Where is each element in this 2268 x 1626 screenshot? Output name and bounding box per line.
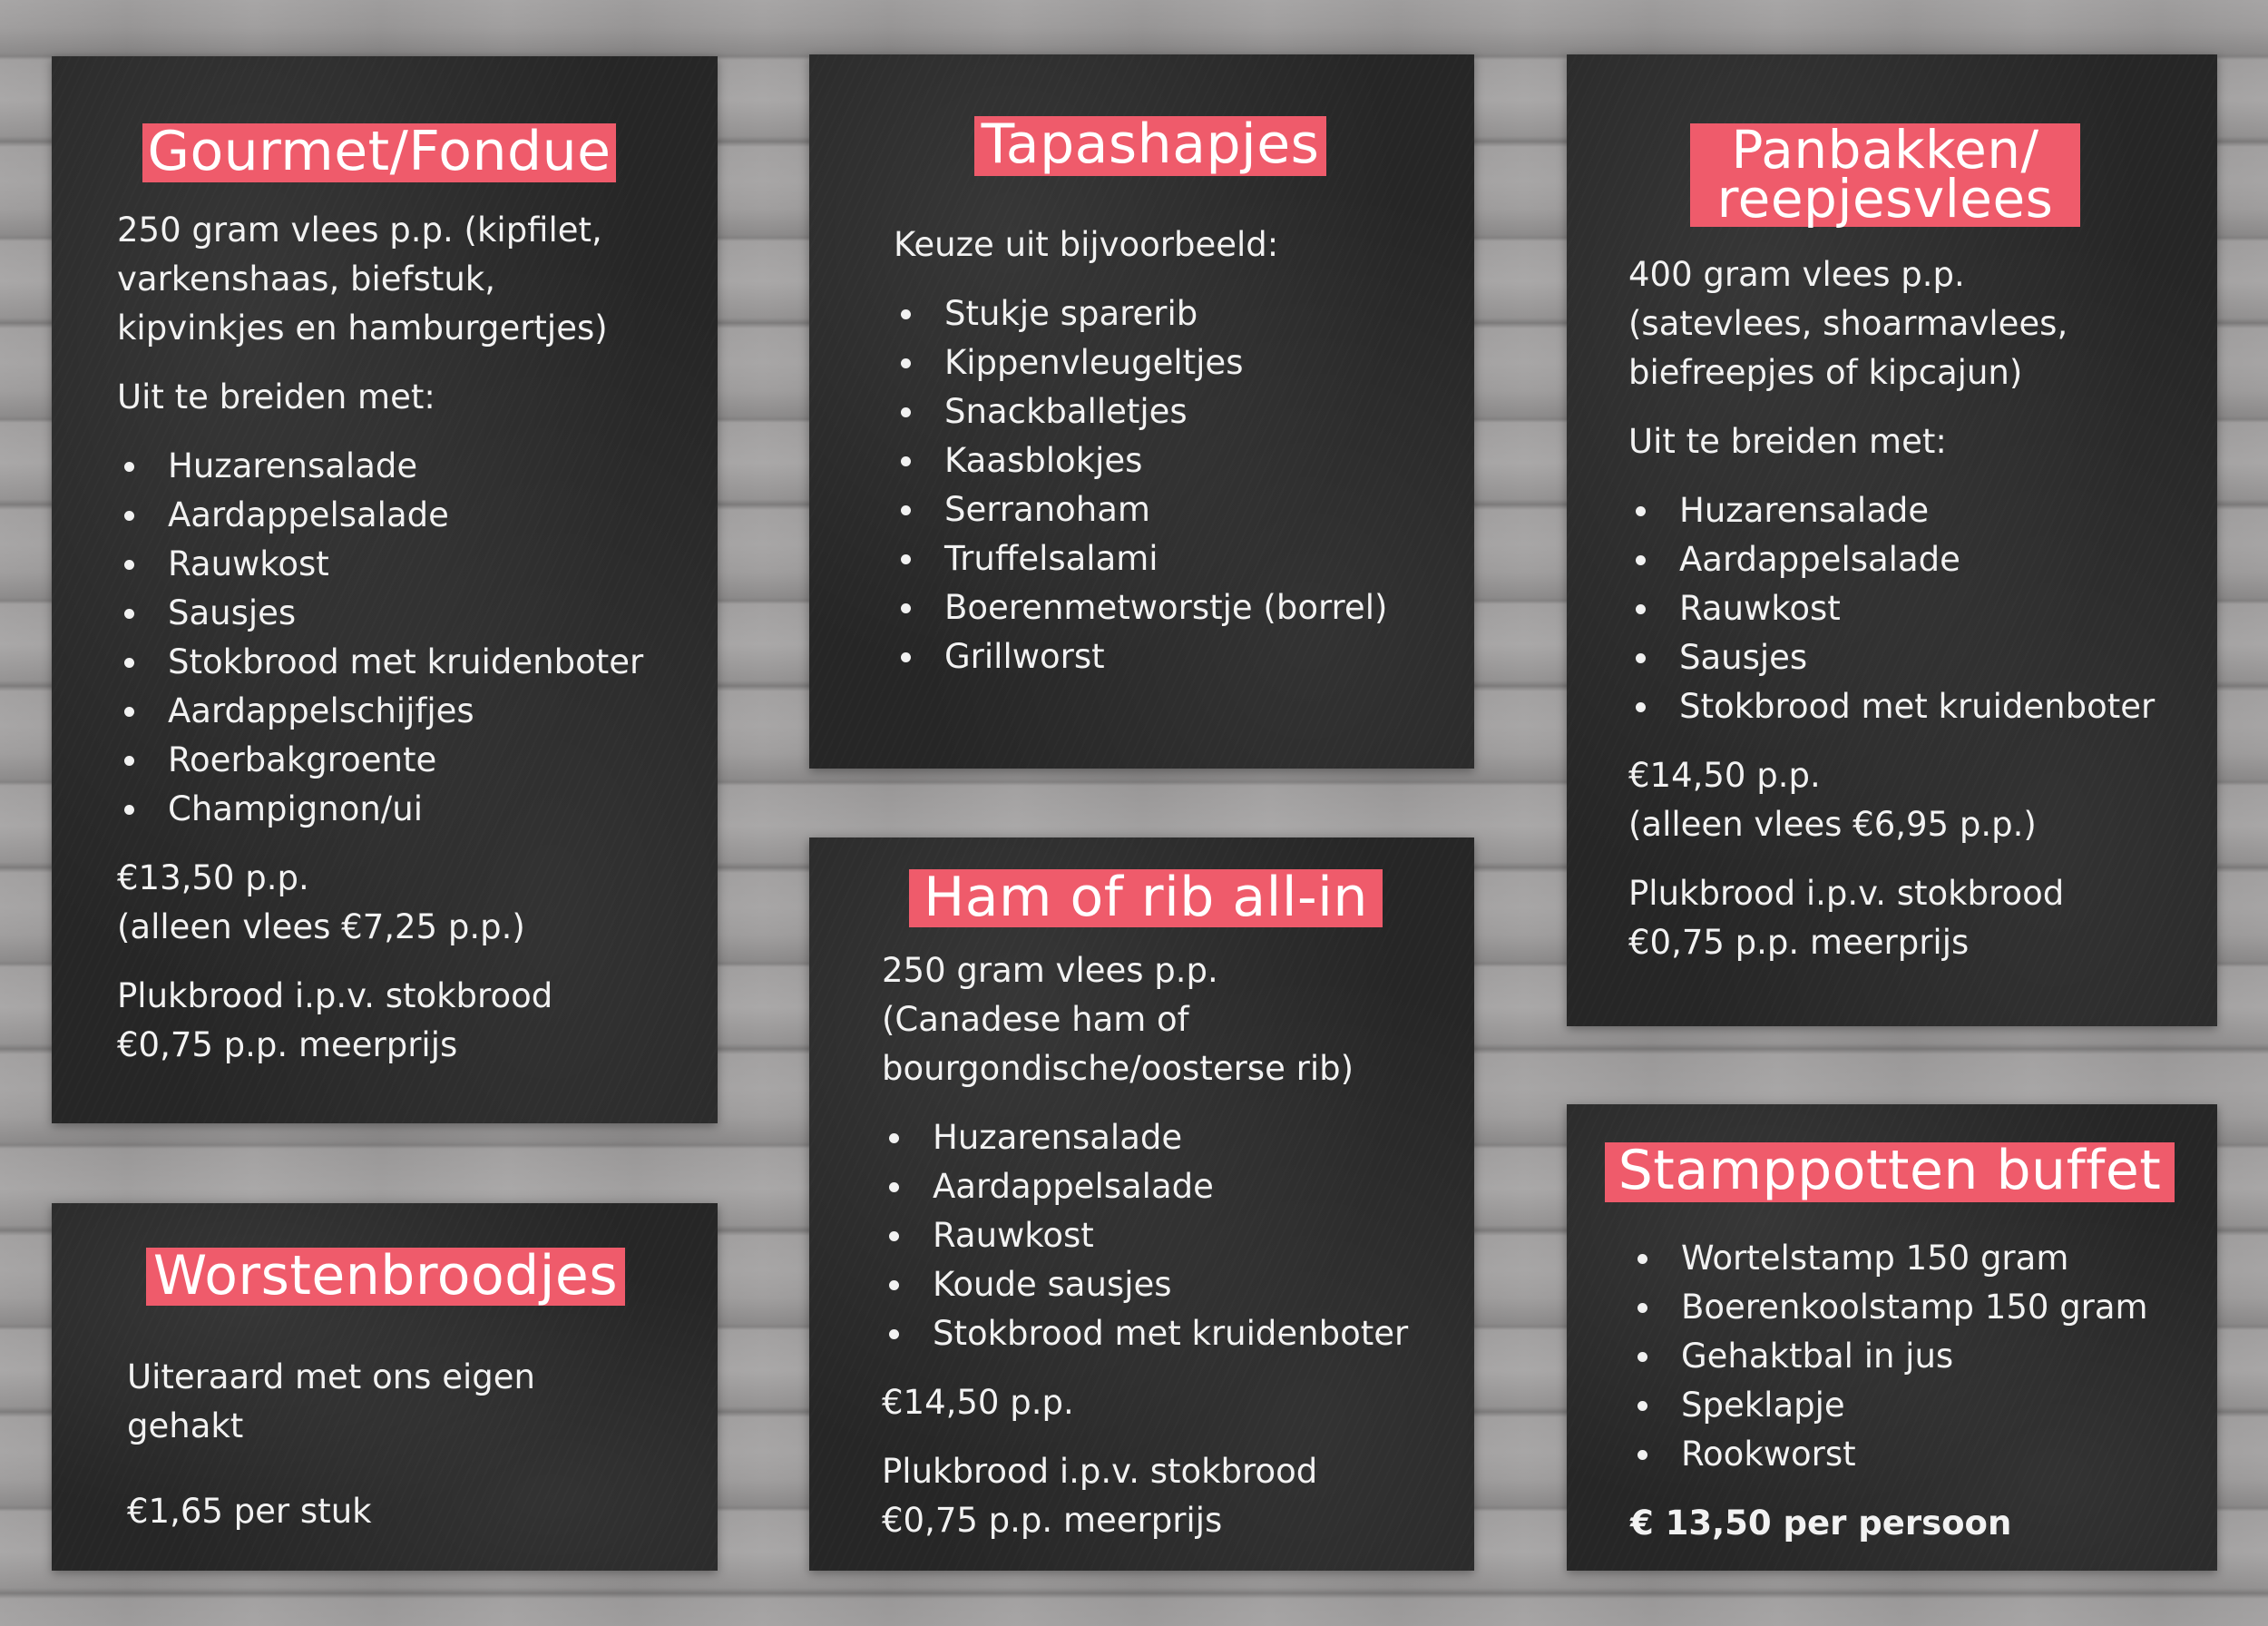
list-item: Stukje sparerib (894, 289, 1387, 338)
list-item: Koude sausjes (882, 1260, 1408, 1309)
panbakken-title-line-1: Panbakken/ (1731, 119, 2039, 181)
panbakken-price: €14,50 p.p. (1628, 756, 1821, 795)
bullet-icon (1637, 1401, 1647, 1411)
list-item: Sausjes (1628, 633, 2155, 682)
hamrib-board (809, 837, 1474, 1571)
bullet-icon (901, 603, 911, 613)
panbakken-price-note: (alleen vlees €6,95 p.p.) (1628, 805, 2037, 844)
panbakken-extra-line-1: Plukbrood i.p.v. stokbrood (1628, 874, 2065, 913)
list-item: Gehaktbal in jus (1630, 1332, 2148, 1381)
tapas-content (894, 220, 1387, 681)
list-item: Huzarensalade (117, 442, 643, 491)
tapas-title: Tapashapjes (974, 116, 1326, 176)
list-item: Sausjes (117, 589, 643, 638)
gourmet-item-list (117, 442, 643, 834)
list-item: Huzarensalade (1628, 486, 2155, 535)
bullet-icon (1637, 1303, 1647, 1313)
worstenbroodjes-board (52, 1203, 718, 1571)
bullet-icon (124, 707, 134, 717)
bullet-icon (901, 309, 911, 319)
stamppotten-board (1567, 1104, 2217, 1571)
bullet-icon (1636, 604, 1646, 614)
list-item: Roerbakgroente (117, 736, 643, 785)
gourmet-board (52, 56, 718, 1123)
worstenbroodjes-intro-line-2: gehakt (127, 1406, 244, 1445)
gourmet-extra-line-1: Plukbrood i.p.v. stokbrood (117, 976, 553, 1015)
bullet-icon (901, 554, 911, 564)
panbakken-subheading: Uit te breiden met: (1628, 422, 1947, 461)
gourmet-extra-line-2: €0,75 p.p. meerprijs (117, 1025, 458, 1064)
gourmet-title: Gourmet/Fondue (142, 123, 616, 182)
list-item: Champignon/ui (117, 785, 643, 834)
list-item: Kaasblokjes (894, 436, 1387, 485)
bullet-icon (901, 407, 911, 417)
bullet-icon (124, 658, 134, 668)
bullet-icon (1636, 702, 1646, 712)
bullet-icon (124, 511, 134, 521)
gourmet-intro-line-3: kipvinkjes en hamburgertjes) (117, 309, 608, 348)
gourmet-price: €13,50 p.p. (117, 858, 309, 897)
gourmet-price-note: (alleen vlees €7,25 p.p.) (117, 907, 525, 946)
bullet-icon (124, 560, 134, 570)
bullet-icon (124, 756, 134, 766)
tapas-board (809, 54, 1474, 769)
worstenbroodjes-title: Worstenbroodjes (146, 1248, 625, 1306)
list-item: Rookworst (1630, 1430, 2148, 1479)
gourmet-subheading: Uit te breiden met: (117, 377, 435, 416)
stamppotten-price: € 13,50 per persoon (1630, 1504, 2012, 1543)
panbakken-item-list (1628, 486, 2155, 731)
worstenbroodjes-intro-line-1: Uiteraard met ons eigen (127, 1357, 535, 1396)
worstenbroodjes-content (127, 1353, 535, 1536)
hamrib-title: Ham of rib all-in (909, 869, 1383, 927)
list-item: Stokbrood met kruidenboter (882, 1309, 1408, 1358)
hamrib-item-list (882, 1113, 1408, 1358)
bullet-icon (901, 456, 911, 466)
bullet-icon (889, 1329, 899, 1339)
gourmet-intro-line-2: varkenshaas, biefstuk, (117, 260, 495, 299)
bullet-icon (1637, 1352, 1647, 1362)
bullet-icon (124, 462, 134, 472)
bullet-icon (124, 609, 134, 619)
bullet-icon (901, 358, 911, 368)
list-item: Serranoham (894, 485, 1387, 534)
bullet-icon (889, 1231, 899, 1241)
bullet-icon (1637, 1450, 1647, 1460)
bullet-icon (1636, 555, 1646, 565)
bullet-icon (901, 652, 911, 662)
list-item: Aardappelsalade (117, 491, 643, 540)
list-item: Speklapje (1630, 1381, 2148, 1430)
gourmet-content (117, 206, 643, 1070)
bullet-icon (1637, 1254, 1647, 1264)
list-item: Huzarensalade (882, 1113, 1408, 1162)
tapas-intro: Keuze uit bijvoorbeeld: (894, 225, 1279, 264)
hamrib-extra-line-2: €0,75 p.p. meerprijs (882, 1501, 1223, 1540)
list-item: Snackballetjes (894, 387, 1387, 436)
list-item: Aardappelschijfjes (117, 687, 643, 736)
hamrib-price: €14,50 p.p. (882, 1383, 1074, 1422)
list-item: Aardappelsalade (882, 1162, 1408, 1211)
stamppotten-title: Stamppotten buffet (1605, 1142, 2175, 1202)
gourmet-intro-line-1: 250 gram vlees p.p. (kipfilet, (117, 211, 602, 250)
stamppotten-content (1630, 1234, 2148, 1548)
list-item: Rauwkost (117, 540, 643, 589)
list-item: Stokbrood met kruidenboter (1628, 682, 2155, 731)
list-item: Stokbrood met kruidenboter (117, 638, 643, 687)
list-item: Boerenkoolstamp 150 gram (1630, 1283, 2148, 1332)
hamrib-intro-line-3: bourgondische/oosterse rib) (882, 1049, 1354, 1088)
bullet-icon (889, 1280, 899, 1290)
bullet-icon (1636, 653, 1646, 663)
hamrib-intro-line-1: 250 gram vlees p.p. (882, 951, 1218, 990)
panbakken-intro-line-3: biefreepjes of kipcajun) (1628, 353, 2023, 392)
list-item: Wortelstamp 150 gram (1630, 1234, 2148, 1283)
bullet-icon (889, 1182, 899, 1192)
hamrib-extra-line-1: Plukbrood i.p.v. stokbrood (882, 1452, 1318, 1491)
panbakken-intro-line-1: 400 gram vlees p.p. (1628, 255, 1965, 294)
hamrib-intro-line-2: (Canadese ham of (882, 1000, 1189, 1039)
bullet-icon (901, 505, 911, 515)
panbakken-board (1567, 54, 2217, 1026)
list-item: Grillworst (894, 632, 1387, 681)
panbakken-content (1628, 250, 2155, 967)
bullet-icon (124, 805, 134, 815)
bullet-icon (1636, 506, 1646, 516)
panbakken-extra-line-2: €0,75 p.p. meerprijs (1628, 923, 1970, 962)
panbakken-title (1690, 119, 2080, 230)
list-item: Kippenvleugeltjes (894, 338, 1387, 387)
bullet-icon (889, 1133, 899, 1143)
hamrib-content (882, 946, 1408, 1545)
worstenbroodjes-price: €1,65 per stuk (127, 1492, 372, 1531)
list-item: Aardappelsalade (1628, 535, 2155, 584)
stamppotten-item-list (1630, 1234, 2148, 1479)
panbakken-title-line-2: reepjesvlees (1716, 168, 2054, 230)
tapas-item-list (894, 289, 1387, 681)
list-item: Boerenmetworstje (borrel) (894, 583, 1387, 632)
list-item: Truffelsalami (894, 534, 1387, 583)
list-item: Rauwkost (882, 1211, 1408, 1260)
panbakken-intro-line-2: (satevlees, shoarmavlees, (1628, 304, 2068, 343)
list-item: Rauwkost (1628, 584, 2155, 633)
